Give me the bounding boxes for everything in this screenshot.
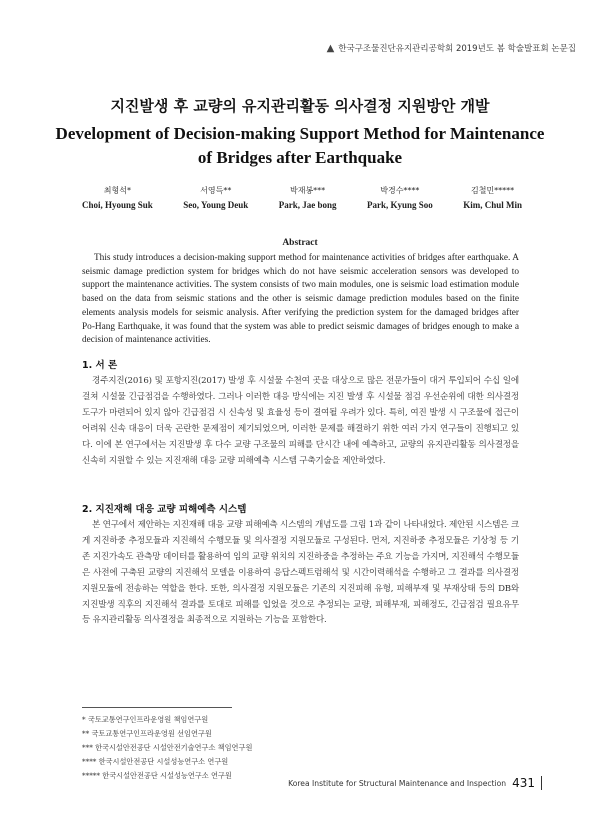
author-list bbox=[82, 184, 522, 212]
footer-bar bbox=[541, 776, 542, 790]
author-name-kr: 서영득** bbox=[200, 186, 232, 195]
abstract-heading: Abstract bbox=[282, 238, 318, 248]
author-name-kr: 박경수**** bbox=[380, 186, 420, 195]
footnote: *** 한국시설안전공단 시설안전기술연구소 책임연구원 bbox=[82, 743, 253, 752]
footnote-list bbox=[82, 713, 252, 783]
author bbox=[279, 184, 337, 212]
author-name-en: Seo, Young Deuk bbox=[183, 200, 249, 210]
english-title bbox=[0, 122, 600, 170]
korean-title: 지진발생 후 교량의 유지관리활동 의사결정 지원방안 개발 bbox=[110, 97, 490, 115]
author bbox=[82, 184, 153, 212]
footnote: ** 국토교통연구인프라운영원 선임연구원 bbox=[82, 729, 212, 738]
institute-name: Korea Institute for Structural Maintenance and Inspection bbox=[288, 778, 507, 788]
author bbox=[463, 184, 522, 212]
english-title-line-1: Development of Decision-making Support Method for Maintenance bbox=[55, 124, 545, 143]
footnote: ***** 한국시설안전공단 시설성능연구소 연구원 bbox=[82, 771, 232, 780]
running-header bbox=[327, 42, 576, 54]
footnote: **** 한국시설안전공단 시설성능연구소 연구원 bbox=[82, 757, 229, 766]
author bbox=[367, 184, 433, 212]
author-name-en: Choi, Hyoung Suk bbox=[82, 200, 153, 210]
english-title-line-2: of Bridges after Earthquake bbox=[197, 148, 403, 167]
abstract-text: This study introduces a decision-making support method for maintenance activities of bridges after earthquake. A seismic damage prediction system for bridges which do not have seismic acceleration sensors was developed to support the maintenance activities. The system consists of two main modules, one is seismic load estimation module based on the data from seismic stations and the other is seismic damage prediction modules based on the finite elements analysis models for seismic analysis. After verifying the prediction system for the damaged bridges after Po-Hang Earthquake, it was found that the system was able to predict seismic damages of bridges enough to make a decision of maintenance activities. bbox=[82, 253, 519, 346]
page-number: 431 bbox=[512, 776, 535, 790]
author-name-kr: 김철민***** bbox=[470, 186, 515, 195]
bridge-logo-icon: ▲ bbox=[326, 42, 335, 54]
journal-name: 한국구조물진단유지관리공학회 2019년도 봄 학술발표회 논문집 bbox=[338, 44, 576, 54]
section-heading-introduction: 1. 서 론 bbox=[82, 360, 118, 371]
author-name-en: Park, Kyung Soo bbox=[366, 200, 433, 210]
author bbox=[183, 184, 248, 212]
footnote-divider bbox=[82, 707, 232, 708]
author-name-kr: 박재봉*** bbox=[289, 186, 326, 195]
section-heading-system: 2. 지진재해 대응 교량 피해예측 시스템 bbox=[82, 504, 247, 515]
author-name-kr: 최형석* bbox=[103, 186, 131, 195]
page-footer bbox=[288, 776, 542, 790]
section-body-introduction: 경주지진(2016) 및 포항지진(2017) 발생 후 시설물 수천여 곳을 대상으로 많은 전문가들이 대거 투입되어 수십 일에 걸쳐 시설물 긴급점검을 수행하였다. 그러나 이러한 대응 방식에는 지진 발생 후 시설물 점검 우선순위에 대한 의사결정 도구가 마련되어 있지 않아 긴급점검 시 신속성 및 효율성 등이 결여될 우려가 있다. 특히, 여진 발생 시 구조물에 접근이 어려워 신속 대응이 더욱 곤란한 문제점이 제기되었으며, 이러한 문제를 해결하기 위한 여러 가지 연구들이 진행되고 있다. 이에 본 연구에서는 지진발생 후 다수 교량 구조물의 피해를 단시간 내에 예측하고, 교량의 유지관리활동 의사결정을 신속히 지원할 수 있는 지진재해 대응 교량 피해예측 시스템 구축기술을 제안하였다. bbox=[82, 376, 519, 466]
author-name-en: Park, Jae bong bbox=[278, 200, 337, 210]
section-body-system: 본 연구에서 제안하는 지진재해 대응 교량 피해예측 시스템의 개념도를 그림 1과 같이 나타내었다. 제안된 시스템은 크게 지진하중 추정모듈과 지진해석 수행모듈 및 의사결정 지원모듈로 구성된다. 먼저, 지진하중 추정모듈은 기상청 등 기존 지진가속도 관측망 데이터를 활용하여 임의 교량 위치의 지진하중을 추정하는 주요 기능을 가지며, 지진해석 수행모듈은 사전에 구축된 교량의 지진해석 모델을 이용하여 응답스펙트럼해석 및 시간이력해석을 수행하고 그 결과를 의사결정 지원모듈에 전송하는 역할을 한다. 또한, 의사결정 지원모듈은 기존의 지진피해 유형, 피해부재 및 부재상태 등의 DB와 지진발생 직후의 지진해석 결과를 토대로 피해를 입었을 것으로 추정되는 교량, 피해부재, 피해정도, 긴급점검 필요유무 등 유지관리활동 의사결정을 최종적으로 지원하는 기능을 포함한다. bbox=[82, 520, 519, 626]
footnote: * 국토교통연구인프라운영원 책임연구원 bbox=[82, 715, 209, 724]
author-name-en: Kim, Chul Min bbox=[463, 200, 522, 210]
